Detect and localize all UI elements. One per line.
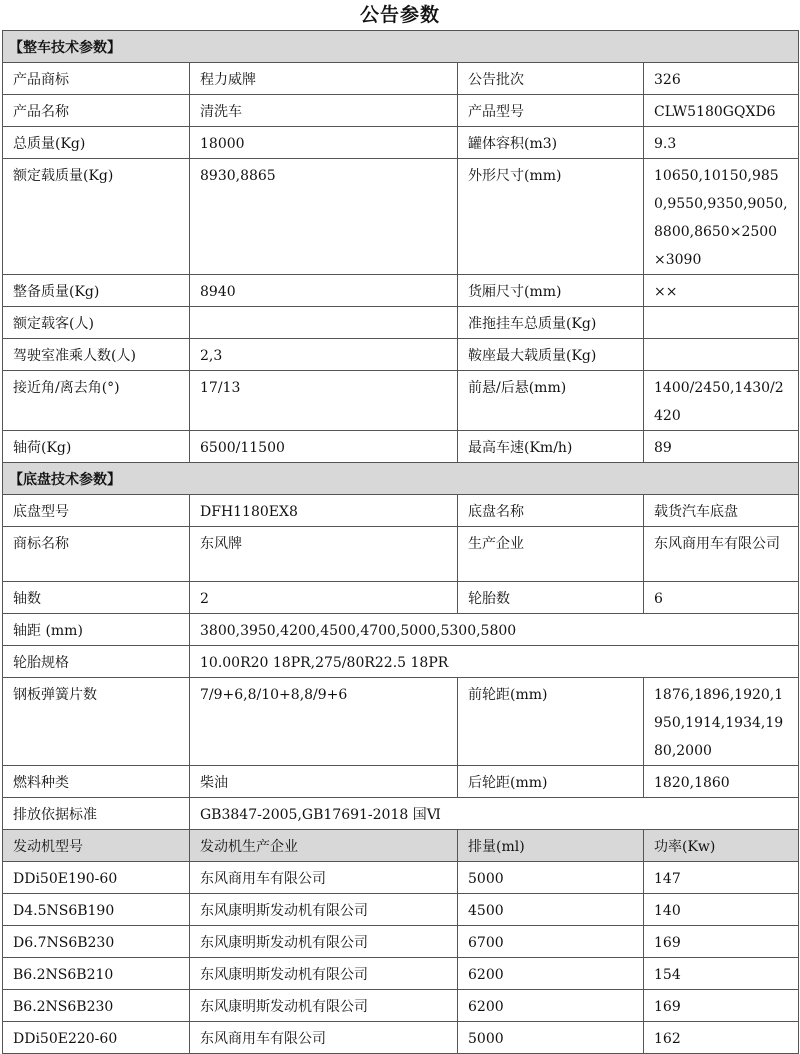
- spec-value: 1820,1860: [644, 766, 799, 798]
- spec-value: 3800,3950,4200,4500,4700,5000,5300,5800: [190, 614, 799, 646]
- spec-label: 底盘名称: [458, 495, 644, 527]
- spec-label: 轮胎数: [458, 582, 644, 614]
- spec-label: 轴数: [3, 582, 190, 614]
- spec-label: 额定载质量(Kg): [3, 159, 190, 275]
- engine-displacement: 6700: [458, 926, 644, 958]
- engine-power: 169: [644, 926, 799, 958]
- spec-value: [190, 307, 458, 339]
- spec-value: 6: [644, 582, 799, 614]
- chassis-spec-row: [3, 582, 799, 614]
- column-header: 发动机型号: [3, 830, 190, 862]
- engine-model: B6.2NS6B210: [3, 958, 190, 990]
- spec-value: 2: [190, 582, 458, 614]
- spec-label: 轴荷(Kg): [3, 431, 190, 463]
- spec-label: 排放依据标准: [3, 798, 190, 830]
- section-heading: 【底盘技术参数】: [3, 463, 799, 495]
- chassis-spec-row: [3, 678, 799, 766]
- engine-manufacturer: 东风康明斯发动机有限公司: [190, 894, 458, 926]
- spec-label: 后轮距(mm): [458, 766, 644, 798]
- vehicle-spec-row: [3, 95, 799, 127]
- engine-row: [3, 862, 799, 894]
- spec-value: 10650,10150,9850,9550,9350,9050,8800,8650×2500×3090: [644, 159, 799, 275]
- spec-label: 鞍座最大载质量(Kg): [458, 339, 644, 371]
- spec-value: 18000: [190, 127, 458, 159]
- vehicle-spec-row: [3, 307, 799, 339]
- spec-label: 驾驶室准乘人数(人): [3, 339, 190, 371]
- spec-label: 前悬/后悬(mm): [458, 371, 644, 431]
- engine-row: [3, 990, 799, 1022]
- spec-label: 外形尺寸(mm): [458, 159, 644, 275]
- engine-model: DDi50E190-60: [3, 862, 190, 894]
- engine-displacement: 5000: [458, 1022, 644, 1054]
- chassis-spec-row: [3, 495, 799, 527]
- spec-label: 轴距 (mm): [3, 614, 190, 646]
- section-header-chassis: [3, 463, 799, 495]
- section-header-vehicle: [3, 31, 799, 63]
- column-header: 发动机生产企业: [190, 830, 458, 862]
- spec-value: 6500/11500: [190, 431, 458, 463]
- spec-label: 总质量(Kg): [3, 127, 190, 159]
- wheelbase-row: [3, 614, 799, 646]
- engine-power: 140: [644, 894, 799, 926]
- spec-value: 8930,8865: [190, 159, 458, 275]
- chassis-spec-row: [3, 527, 799, 582]
- emission-standard-row: [3, 798, 799, 830]
- spec-value: 清洗车: [190, 95, 458, 127]
- engine-model: DDi50E220-60: [3, 1022, 190, 1054]
- engine-header-row: [3, 830, 799, 862]
- spec-value: 7/9+6,8/10+8,8/9+6: [190, 678, 458, 766]
- engine-manufacturer: 东风康明斯发动机有限公司: [190, 958, 458, 990]
- engine-power: 169: [644, 990, 799, 1022]
- spec-value: 东风牌: [190, 527, 458, 582]
- spec-label: 燃料种类: [3, 766, 190, 798]
- spec-label: 商标名称: [3, 527, 190, 582]
- vehicle-spec-row: [3, 371, 799, 431]
- engine-row: [3, 926, 799, 958]
- engine-row: [3, 1022, 799, 1054]
- spec-label: 接近角/离去角(°): [3, 371, 190, 431]
- engine-model: B6.2NS6B230: [3, 990, 190, 1022]
- spec-value: ××: [644, 275, 799, 307]
- vehicle-spec-row: [3, 63, 799, 95]
- spec-value: 17/13: [190, 371, 458, 431]
- spec-label: 货厢尺寸(mm): [458, 275, 644, 307]
- engine-power: 162: [644, 1022, 799, 1054]
- vehicle-spec-row: [3, 127, 799, 159]
- engine-manufacturer: 东风康明斯发动机有限公司: [190, 926, 458, 958]
- spec-label: 产品商标: [3, 63, 190, 95]
- engine-model: D4.5NS6B190: [3, 894, 190, 926]
- spec-label: 轮胎规格: [3, 646, 190, 678]
- spec-value: 东风商用车有限公司: [644, 527, 799, 582]
- engine-manufacturer: 东风康明斯发动机有限公司: [190, 990, 458, 1022]
- spec-value: 1400/2450,1430/2420: [644, 371, 799, 431]
- spec-label: 底盘型号: [3, 495, 190, 527]
- spec-value: 8940: [190, 275, 458, 307]
- spec-value: 程力威牌: [190, 63, 458, 95]
- engine-power: 147: [644, 862, 799, 894]
- engine-displacement: 6200: [458, 990, 644, 1022]
- spec-value: CLW5180GQXD6: [644, 95, 799, 127]
- column-header: 排量(ml): [458, 830, 644, 862]
- spec-label: 前轮距(mm): [458, 678, 644, 766]
- engine-displacement: 5000: [458, 862, 644, 894]
- section-heading: 【整车技术参数】: [3, 31, 799, 63]
- spec-value: 载货汽车底盘: [644, 495, 799, 527]
- engine-row: [3, 894, 799, 926]
- spec-label: 公告批次: [458, 63, 644, 95]
- spec-label: 钢板弹簧片数: [3, 678, 190, 766]
- spec-label: 额定载客(人): [3, 307, 190, 339]
- vehicle-spec-row: [3, 275, 799, 307]
- spec-value: 柴油: [190, 766, 458, 798]
- engine-displacement: 4500: [458, 894, 644, 926]
- engine-power: 154: [644, 958, 799, 990]
- column-header: 功率(Kw): [644, 830, 799, 862]
- engine-model: D6.7NS6B230: [3, 926, 190, 958]
- vehicle-spec-row: [3, 339, 799, 371]
- spec-label: 最高车速(Km/h): [458, 431, 644, 463]
- spec-value: [644, 307, 799, 339]
- spec-table: [2, 30, 799, 1054]
- spec-label: 准拖挂车总质量(Kg): [458, 307, 644, 339]
- spec-table-body: [3, 31, 799, 1054]
- spec-label: 产品名称: [3, 95, 190, 127]
- engine-displacement: 6200: [458, 958, 644, 990]
- page-title: 公告参数: [359, 4, 440, 26]
- spec-value: DFH1180EX8: [190, 495, 458, 527]
- spec-value: GB3847-2005,GB17691-2018 国Ⅵ: [190, 798, 799, 830]
- engine-manufacturer: 东风商用车有限公司: [190, 862, 458, 894]
- tire-spec-row: [3, 646, 799, 678]
- vehicle-spec-row: [3, 431, 799, 463]
- spec-value: 326: [644, 63, 799, 95]
- spec-value: 10.00R20 18PR,275/80R22.5 18PR: [190, 646, 799, 678]
- chassis-spec-row: [3, 766, 799, 798]
- spec-label: 生产企业: [458, 527, 644, 582]
- spec-value: 2,3: [190, 339, 458, 371]
- engine-manufacturer: 东风商用车有限公司: [190, 1022, 458, 1054]
- spec-label: 罐体容积(m3): [458, 127, 644, 159]
- vehicle-spec-row: [3, 159, 799, 275]
- spec-label: 整备质量(Kg): [3, 275, 190, 307]
- engine-row: [3, 958, 799, 990]
- spec-value: 89: [644, 431, 799, 463]
- spec-value: [644, 339, 799, 371]
- spec-label: 产品型号: [458, 95, 644, 127]
- spec-value: 1876,1896,1920,1950,1914,1934,1980,2000: [644, 678, 799, 766]
- spec-value: 9.3: [644, 127, 799, 159]
